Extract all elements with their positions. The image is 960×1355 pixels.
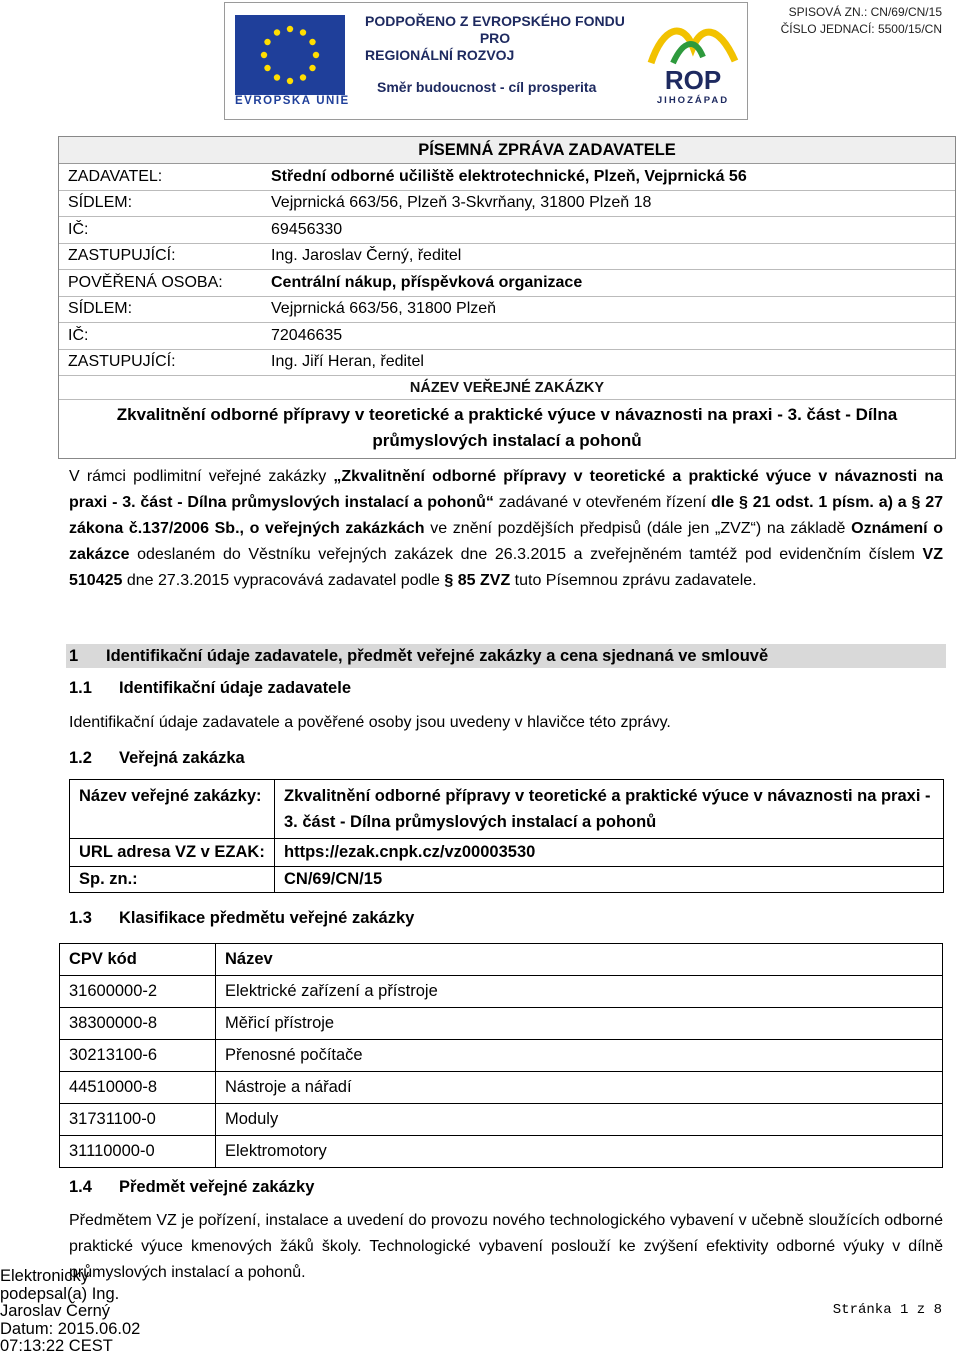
info-row [59,164,955,191]
intro-paragraph: V rámci podlimitní veřejné zakázky „Zkvalitnění odborné přípravy v teoretické a praktické výuce v návaznosti na praxi - 3. část - Dílna průmyslových instalací a pohonů“ zadávané v otevřeném řízení dle § 21 odst. 1 písm. a) a § 27 zákona č.137/2006 Sb., o veřejných zakázkách ve znění pozdějších předpisů (dále jen „ZVZ“) na základě Oznámení o zakázce odeslaném do Věstníku veřejných zakázek dne 26.3.2015 a zveřejněném tamtéž pod evidenčním číslem VZ 510425 dne 27.3.2015 vypracovává zadavatel podle § 85 ZVZ tuto Písemnou zprávu zadavatele. [69,468,944,589]
info-label: ZASTUPUJÍCÍ: [68,247,176,265]
cpv-code: 38300000-8 [60,1008,216,1040]
info-row [59,270,955,297]
contract-name: Zkvalitnění odborné přípravy v teoretické a praktické výuce v návaznosti na praxi - 3. část - Dílna průmyslových instalací a pohonů [116,405,898,450]
table-row [60,1040,943,1072]
fund-slogan: Směr budoucnost - cíl prosperita [377,79,597,95]
info-row [59,323,955,350]
info-label: IČ: [68,326,89,344]
cpv-name: Moduly [216,1104,943,1136]
table-row [60,1136,943,1168]
funding-logo [224,2,748,120]
cpv-name: Elektrické zařízení a přístroje [216,976,943,1008]
cpv-code: 44510000-8 [60,1072,216,1104]
cpv-code: 31600000-2 [60,976,216,1008]
reference-numbers [781,4,942,38]
info-value: Střední odborné učiliště elektrotechnické, Plzeň, Vejprnická 56 [271,167,747,185]
section-1-3-heading: 1.3 Klasifikace předmětu veřejné zakázky [69,909,415,927]
digital-signature: Elektronicky podepsal(a) Ing. Jaroslav Černý Datum: 2015.06.02 07:13:22 CEST [0,1267,141,1355]
info-row [59,350,955,377]
ezak-url-link[interactable]: https://ezak.cnpk.cz/vz00003530 [275,839,944,867]
info-row [59,297,955,324]
rop-swoosh-icon [643,17,743,67]
section-1-heading: 1 Identifikační údaje zadavatele, předmět veřejné zakázky a cena sjednaná ve smlouvě [66,644,946,668]
rop-logo: ROP JIHOZÁPAD [643,17,743,107]
table-row [60,976,943,1008]
cpv-code: 31110000-0 [60,1136,216,1168]
section-1-4-text: Předmětem VZ je pořízení, instalace a uvedení do provozu nového technologického vybavení v učebně sloužících odborné praktické výuce kmenových žáků školy. Technologické vybavení poslouží ke zvýšení efektivity odborné výuky v dílně průmyslových instalací a pohonů. [69,1212,943,1281]
cpv-name: Elektromotory [216,1136,943,1168]
eu-caption: EVROPSKÁ UNIE [235,95,350,107]
info-value: Ing. Jiří Heran, ředitel [271,353,424,371]
table-row: Název veřejné zakázky: Zkvalitnění odborné přípravy v teoretické a praktické výuce v návaznosti na praxi - 3. část - Dílna průmyslových instalací a pohonů [70,780,944,839]
section-1-4-heading: 1.4 Předmět veřejné zakázky [69,1178,315,1196]
table-row [60,1072,943,1104]
cislo-jednaci: ČÍSLO JEDNACÍ: 5500/15/CN [780,22,942,36]
table-header-row: CPV kód Název [60,944,943,976]
cpv-code: 31731100-0 [60,1104,216,1136]
info-label: ZADAVATEL: [68,167,163,185]
section-1-1-heading: 1.1 Identifikační údaje zadavatele [69,679,351,697]
cpv-name: Přenosné počítače [216,1040,943,1072]
eu-flag-icon [235,15,345,95]
page-number: Stránka 1 z 8 [832,1302,942,1318]
info-row [59,191,955,218]
info-row [59,244,955,271]
info-value: Ing. Jaroslav Černý, ředitel [271,247,462,265]
info-label: ZASTUPUJÍCÍ: [68,353,176,371]
info-label: POVĚŘENÁ OSOBA: [68,273,223,291]
report-info-table [58,136,956,459]
info-label: IČ: [68,220,89,238]
info-label: SÍDLEM: [68,300,133,318]
table-row [60,1104,943,1136]
info-value: Centrální nákup, příspěvková organizace [271,273,583,291]
info-row [59,217,955,244]
spisova-zn: SPISOVÁ ZN.: CN/69/CN/15 [788,5,942,19]
contract-table [69,779,944,893]
report-title: PÍSEMNÁ ZPRÁVA ZADAVATELE [59,137,955,164]
section-1-1-text: Identifikační údaje zadavatele a pověřené osoby jsou uvedeny v hlavičce této zprávy. [69,714,671,731]
contract-name-heading: NÁZEV VEŘEJNÉ ZAKÁZKY [59,376,955,400]
section-1-2-heading: 1.2 Veřejná zakázka [69,749,245,767]
cpv-name: Nástroje a nářadí [216,1072,943,1104]
cpv-name: Měřicí přístroje [216,1008,943,1040]
table-row: Sp. zn.: CN/69/CN/15 [70,867,944,893]
info-value: Vejprnická 663/56, 31800 Plzeň [271,300,497,318]
info-value: Vejprnická 663/56, Plzeň 3-Skvrňany, 31800 Plzeň 18 [271,194,652,212]
info-label: SÍDLEM: [68,194,133,212]
fund-text: PODPOŘENO Z EVROPSKÉHO FONDU PRO REGIONÁLNÍ ROZVOJ [365,13,625,63]
table-row [60,1008,943,1040]
cpv-table [59,943,943,1168]
info-value: 69456330 [271,220,343,238]
table-row: URL adresa VZ v EZAK: https://ezak.cnpk.cz/vz00003530 [70,839,944,867]
cpv-code: 30213100-6 [60,1040,216,1072]
info-value: 72046635 [271,326,343,344]
